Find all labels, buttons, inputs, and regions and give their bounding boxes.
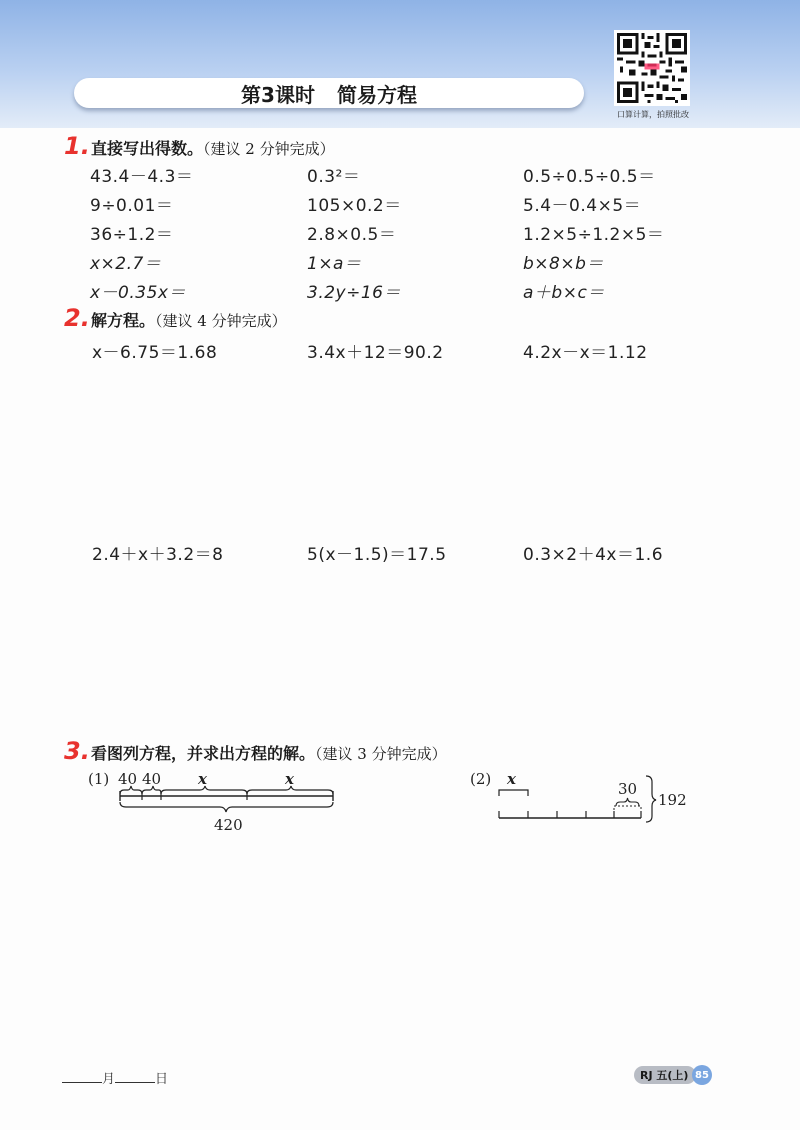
lesson-title: 简易方程	[336, 82, 417, 107]
section2-title: 解方程。（建议 4 分钟完成）	[91, 311, 287, 330]
qr-caption: 口算计算，拍照批改	[617, 110, 689, 119]
day-label: 日	[155, 1072, 169, 1087]
problem-1-12: b×8×b＝	[523, 254, 604, 274]
date-field	[62, 1068, 168, 1087]
equation-2-5: 5(x－1.5)＝17.5	[307, 545, 447, 565]
problem-1-14: 3.2y÷16＝	[307, 283, 401, 303]
lesson-number: 第3课时	[241, 82, 315, 107]
diagram1-label: (1)	[88, 770, 110, 788]
equation-2-6: 0.3×2＋4x＝1.6	[523, 545, 664, 565]
problem-1-8: 2.8×0.5＝	[307, 225, 397, 245]
problem-1-13: x－0.35x＝	[90, 283, 186, 303]
diagram2-total: 192	[658, 791, 687, 809]
diagram1-total: 420	[214, 816, 243, 834]
problem-1-4: 9÷0.01＝	[90, 196, 174, 216]
day-blank[interactable]	[115, 1070, 155, 1083]
section2-number: 2.	[64, 304, 90, 332]
diagram1-seg-c: x	[198, 770, 207, 788]
equation-2-3: 4.2x－x＝1.12	[523, 343, 648, 363]
problem-1-7: 36÷1.2＝	[90, 225, 174, 245]
diagram1-seg-d: x	[285, 770, 294, 788]
diagram2-seg-last: 30	[618, 780, 638, 798]
equation-2-1: x－6.75＝1.68	[92, 343, 218, 363]
equation-2-2: 3.4x＋12＝90.2	[307, 343, 444, 363]
problem-1-9: 1.2×5÷1.2×5＝	[523, 225, 665, 245]
problem-1-11: 1×a＝	[307, 254, 362, 274]
month-label: 月	[102, 1072, 116, 1087]
line-diagram-1	[80, 766, 370, 838]
section3-title: 看图列方程，并求出方程的解。（建议 3 分钟完成）	[91, 744, 447, 763]
page-number: 85	[692, 1065, 712, 1085]
qr-code-icon[interactable]	[614, 30, 690, 106]
diagram2-label: (2)	[470, 770, 492, 788]
equation-2-4: 2.4＋x＋3.2＝8	[92, 545, 224, 565]
section3-number: 3.	[64, 737, 90, 765]
problem-1-15: a＋b×c＝	[523, 283, 605, 303]
problem-1-2: 0.3²＝	[307, 167, 361, 187]
grade-badge: RJ 五(上)	[634, 1066, 696, 1084]
diagram1-seg-b: 40	[142, 770, 162, 788]
section1-number: 1.	[64, 132, 90, 160]
lesson-title-bar	[74, 78, 584, 108]
problem-1-1: 43.4－4.3＝	[90, 167, 194, 187]
diagram1-seg-a: 40	[118, 770, 138, 788]
problem-1-10: x×2.7＝	[90, 254, 162, 274]
problem-1-6: 5.4－0.4×5＝	[523, 196, 642, 216]
section1-title: 直接写出得数。（建议 2 分钟完成）	[91, 139, 335, 158]
problem-1-3: 0.5÷0.5÷0.5＝	[523, 167, 656, 187]
line-diagram-2	[466, 766, 716, 828]
diagram2-seg-x: x	[507, 770, 516, 788]
problem-1-5: 105×0.2＝	[307, 196, 402, 216]
month-blank[interactable]	[62, 1070, 102, 1083]
